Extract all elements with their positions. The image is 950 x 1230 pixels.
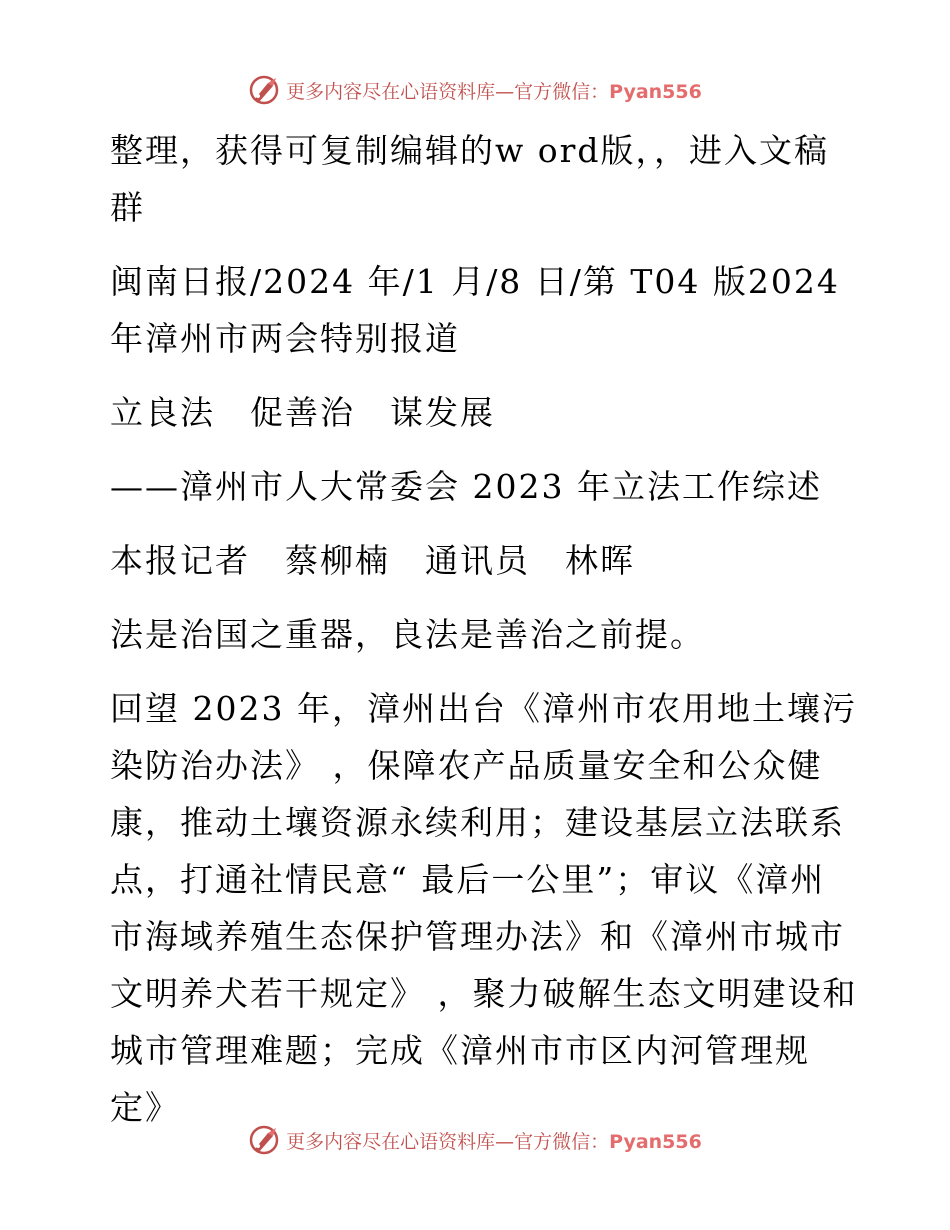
intro-paragraph: 整理，获得可复制编辑的w ord版，，进入文稿群	[110, 131, 830, 227]
quill-pen-logo-icon	[248, 74, 280, 106]
lead-paragraph: 法是治国之重器，良法是善治之前提。	[110, 615, 705, 654]
document-body	[98, 122, 858, 1136]
footer-banner-text: 更多内容尽在心语资料库—官方微信：	[286, 1130, 610, 1153]
header-banner-brand: Pyan556	[609, 80, 702, 103]
article-headline: 立良法 促善治 谋发展	[110, 393, 495, 432]
source-line: 闽南日报/2024 年/1 月/8 日/第 T04 版2024 年漳州市两会特别报道	[110, 262, 840, 358]
article-byline: 本报记者 蔡柳楠 通讯员 林晖	[110, 541, 635, 580]
body-paragraph: 回望 2023 年，漳州出台《漳州市农用地土壤污染防治办法》 ，保障农产品质量安全和公众健康，推动土壤资源永续利用；建设基层立法联系点，打通社情民意“ 最后一公里”；审议《漳州市海域养殖生态保护管理办法》和《漳州市城市文明养犬若干规定》 ，聚力破解生态文明建设和城市管理难题；完成《漳州市市区内河管理规定》	[110, 689, 858, 1127]
header-banner-text: 更多内容尽在心语资料库—官方微信：	[286, 80, 610, 103]
header-banner	[0, 70, 950, 110]
footer-banner-brand: Pyan556	[609, 1130, 702, 1153]
article-subheadline: ——漳州市人大常委会 2023 年立法工作综述	[110, 467, 822, 506]
footer-banner	[0, 1120, 950, 1160]
quill-pen-logo-icon	[248, 1124, 280, 1156]
